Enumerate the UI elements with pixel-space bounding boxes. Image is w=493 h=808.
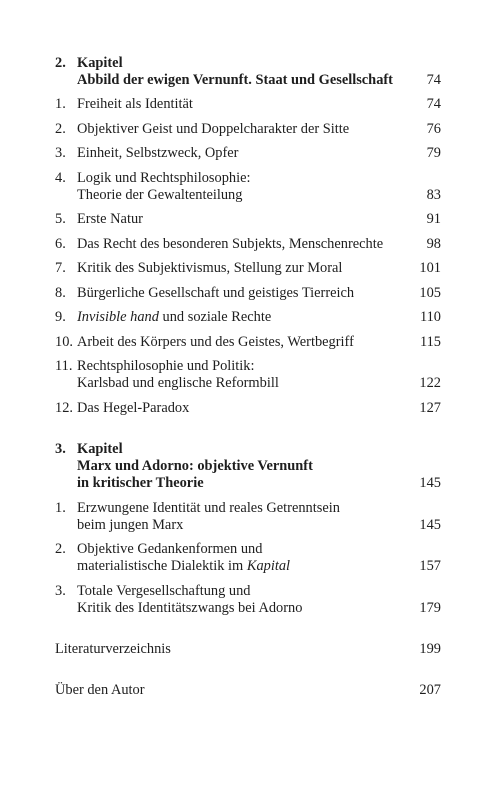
entry-title bbox=[77, 211, 419, 228]
chapter-2 bbox=[55, 55, 441, 425]
entry-number: 12. bbox=[55, 399, 73, 416]
page-number: 91 bbox=[426, 211, 441, 227]
chapter-title-line: Abbild der ewigen Vernunft. Staat und Gesellschaft bbox=[77, 71, 393, 88]
page-number: 98 bbox=[426, 235, 441, 252]
page-number: 74 bbox=[426, 71, 441, 88]
entry-title-line bbox=[77, 309, 412, 326]
page-number: 105 bbox=[419, 284, 441, 301]
entry-number: 1. bbox=[55, 96, 66, 112]
toc-entry bbox=[55, 309, 441, 334]
entry-number: 3. bbox=[55, 145, 66, 161]
toc-entry bbox=[55, 334, 441, 359]
entry-title bbox=[77, 541, 411, 575]
toc-entry bbox=[55, 358, 441, 400]
entry-title-line: Einheit, Selbstzweck, Opfer bbox=[77, 145, 239, 161]
entry-title-segment: materialistische Dialektik im bbox=[77, 558, 247, 574]
toc-entry bbox=[55, 121, 441, 146]
page-number: 145 bbox=[419, 516, 441, 533]
page-number: 83 bbox=[426, 186, 441, 203]
chapter-title-line: in kritischer Theorie bbox=[77, 475, 204, 491]
entry-title-line: Freiheit als Identität bbox=[77, 96, 193, 112]
entry-number: 11. bbox=[55, 358, 73, 374]
entry-number: 2. bbox=[55, 120, 66, 137]
entry-title bbox=[77, 334, 412, 351]
back-matter-title bbox=[55, 682, 411, 699]
entry-title-line: Bürgerliche Gesellschaft und geistiges Tierreich bbox=[77, 284, 355, 301]
entry-title bbox=[77, 96, 419, 113]
entry-number: 9. bbox=[55, 309, 66, 325]
chapter-heading bbox=[55, 55, 441, 97]
table-of-contents bbox=[55, 55, 441, 707]
page-number: 127 bbox=[419, 399, 441, 416]
page-number: 207 bbox=[419, 681, 441, 698]
chapter-title bbox=[77, 55, 419, 89]
toc-entry bbox=[55, 541, 441, 583]
entry-number: 10. bbox=[55, 333, 73, 350]
page-number: 79 bbox=[426, 145, 441, 161]
entry-title bbox=[77, 285, 411, 302]
back-matter-entry bbox=[55, 682, 441, 707]
entry-number: 8. bbox=[55, 284, 66, 301]
entry-title-segment: Kapital bbox=[246, 558, 291, 574]
entry-title bbox=[77, 170, 419, 204]
toc-entry bbox=[55, 583, 441, 625]
entry-title-line bbox=[77, 558, 411, 575]
back-matter-entry bbox=[55, 641, 441, 666]
chapter-heading bbox=[55, 441, 441, 500]
entry-title-line: Objektive Gedankenformen und bbox=[77, 541, 263, 557]
chapter-label: Kapitel bbox=[77, 54, 123, 71]
toc-entry bbox=[55, 145, 441, 170]
page-number: 199 bbox=[419, 640, 441, 657]
toc-entry bbox=[55, 96, 441, 121]
entry-title-line: Totale Vergesellschaftung und bbox=[77, 582, 251, 599]
page-number: 76 bbox=[426, 120, 441, 137]
toc-entry bbox=[55, 170, 441, 212]
entry-title-line: Das Hegel-Paradox bbox=[77, 399, 190, 416]
page-number: 101 bbox=[419, 260, 441, 276]
entry-title-segment: Invisible hand bbox=[77, 309, 159, 325]
chapter-number: 2. bbox=[55, 54, 66, 71]
back-matter-title-line: Literaturverzeichnis bbox=[55, 640, 171, 657]
entry-title bbox=[77, 400, 411, 417]
entry-title bbox=[77, 358, 411, 392]
entry-title-line: Erzwungene Identität und reales Getrenntsein bbox=[77, 499, 340, 516]
entry-title bbox=[77, 309, 412, 326]
entry-title bbox=[77, 500, 411, 534]
entry-title-line: Erste Natur bbox=[77, 211, 143, 227]
chapter-title bbox=[77, 441, 411, 492]
entry-number: 7. bbox=[55, 260, 66, 276]
entry-number: 2. bbox=[55, 541, 66, 557]
entry-title bbox=[77, 121, 419, 138]
page-number: 110 bbox=[419, 309, 441, 325]
toc-entry bbox=[55, 285, 441, 310]
entry-title bbox=[77, 260, 411, 277]
back-matter bbox=[55, 641, 441, 707]
entry-number: 1. bbox=[55, 499, 66, 516]
toc-entry bbox=[55, 260, 441, 285]
entry-title-line: Kritik des Identitätszwangs bei Adorno bbox=[77, 599, 303, 616]
chapter-3 bbox=[55, 441, 441, 624]
entry-title-line: Objektiver Geist und Doppelcharakter der Sitte bbox=[77, 120, 350, 137]
entry-number: 5. bbox=[55, 211, 66, 227]
entry-title-line: Theorie der Gewaltenteilung bbox=[77, 186, 243, 203]
toc-entry bbox=[55, 236, 441, 261]
entry-title-line: Arbeit des Körpers und des Geistes, Wertbegriff bbox=[77, 333, 354, 350]
back-matter-title bbox=[55, 641, 411, 658]
chapter-number: 3. bbox=[55, 441, 66, 457]
toc-entry bbox=[55, 400, 441, 425]
entry-title-line: Logik und Rechtsphilosophie: bbox=[77, 169, 251, 186]
page-number: 122 bbox=[419, 375, 441, 391]
chapter-title-line: Marx und Adorno: objektive Vernunft bbox=[77, 458, 313, 474]
page-number: 74 bbox=[426, 96, 441, 112]
page-number: 179 bbox=[419, 599, 441, 616]
entry-number: 4. bbox=[55, 169, 66, 186]
back-matter-title-line: Über den Autor bbox=[55, 681, 145, 698]
chapter-label: Kapitel bbox=[77, 441, 123, 457]
entry-title-line: Kritik des Subjektivismus, Stellung zur Moral bbox=[77, 260, 343, 276]
entry-number: 3. bbox=[55, 582, 66, 599]
entry-title-segment: und soziale Rechte bbox=[158, 309, 272, 325]
entry-title-line: beim jungen Marx bbox=[77, 516, 184, 533]
entry-title bbox=[77, 236, 419, 253]
toc-entry bbox=[55, 211, 441, 236]
page-number: 145 bbox=[419, 475, 441, 491]
entry-number: 6. bbox=[55, 235, 66, 252]
page-number: 157 bbox=[419, 558, 441, 574]
entry-title bbox=[77, 145, 419, 162]
toc-entry bbox=[55, 500, 441, 542]
page-number: 115 bbox=[419, 333, 441, 350]
entry-title-line: Das Recht des besonderen Subjekts, Menschenrechte bbox=[77, 235, 384, 252]
entry-title-line: Karlsbad und englische Reformbill bbox=[77, 375, 279, 391]
entry-title-line: Rechtsphilosophie und Politik: bbox=[77, 358, 255, 374]
entry-title bbox=[77, 583, 411, 617]
